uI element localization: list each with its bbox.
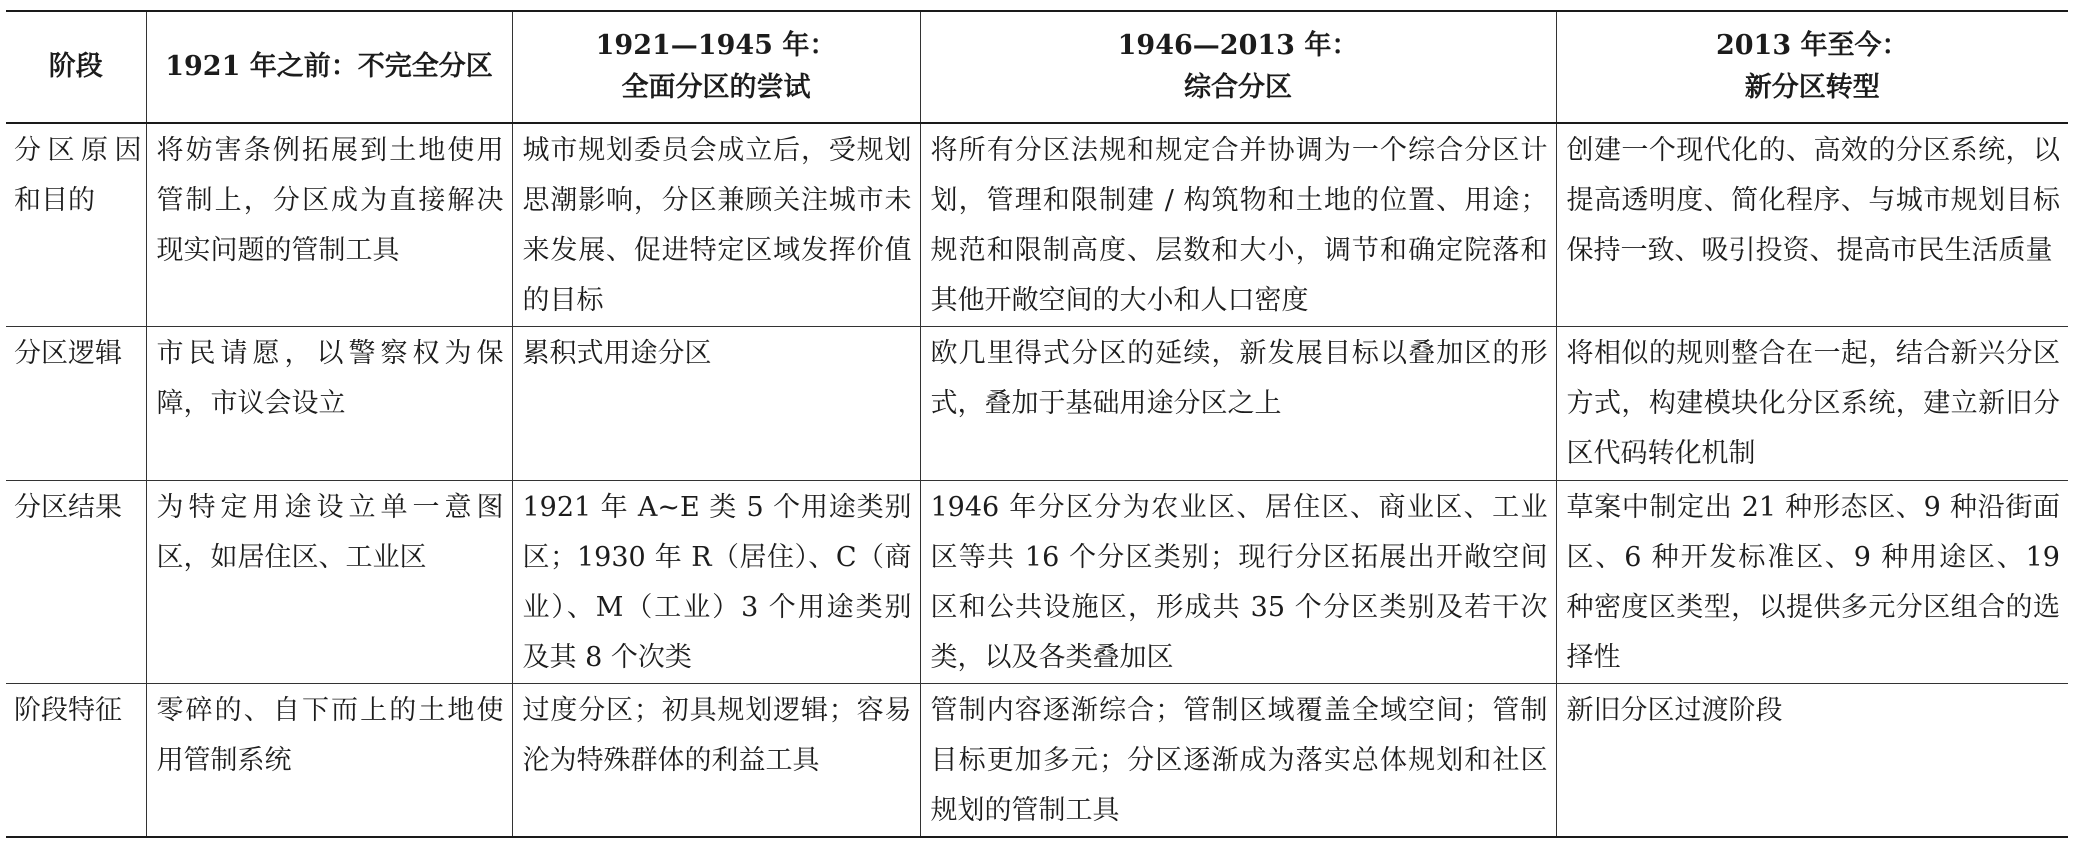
table-cell: 将所有分区法规和规定合并协调为一个综合分区计划，管理和限制建 / 构筑物和土地的位置、用途；规范和限制高度、层数和大小，调节和确定院落和其他开敞空间的大小和人口密度 [920,123,1556,327]
table-cell: 市民请愿，以警察权为保障，市议会设立 [146,327,512,481]
header-2013-present: 2013 年至今： 新分区转型 [1556,11,2068,123]
table-cell: 将相似的规则整合在一起，结合新兴分区方式，构建模块化分区系统，建立新旧分区代码转化机制 [1556,327,2068,481]
table-cell: 城市规划委员会成立后，受规划思潮影响，分区兼顾关注城市未来发展、促进特定区域发挥价值的目标 [512,123,920,327]
table-cell: 1921 年 A~E 类 5 个用途类别区；1930 年 R（居住）、C（商业）、M（工业）3 个用途类别及其 8 个次类 [512,481,920,684]
header-stage: 阶段 [6,11,146,123]
table-row [6,327,2068,481]
zoning-stages-table-frame [6,10,2068,838]
table-cell: 累积式用途分区 [512,327,920,481]
table-cell: 草案中制定出 21 种形态区、9 种沿街面区、6 种开发标准区、9 种用途区、19 种密度区类型，以提供多元分区组合的选择性 [1556,481,2068,684]
row-label: 分区结果 [6,481,146,684]
table-cell: 欧几里得式分区的延续，新发展目标以叠加区的形式，叠加于基础用途分区之上 [920,327,1556,481]
table-row [6,481,2068,684]
table-cell: 将妨害条例拓展到土地使用管制上，分区成为直接解决现实问题的管制工具 [146,123,512,327]
table-row [6,684,2068,838]
table-cell: 1946 年分区分为农业区、居住区、商业区、工业区等共 16 个分区类别；现行分区拓展出开敞空间区和公共设施区，形成共 35 个分区类别及若干次类，以及各类叠加区 [920,481,1556,684]
header-row [6,11,2068,123]
header-pre-1921: 1921 年之前：不完全分区 [146,11,512,123]
row-label: 阶段特征 [6,684,146,838]
table-cell: 为特定用途设立单一意图区，如居住区、工业区 [146,481,512,684]
header-1946-2013: 1946—2013 年： 综合分区 [920,11,1556,123]
table-cell: 零碎的、自下而上的土地使用管制系统 [146,684,512,838]
table-cell: 新旧分区过渡阶段 [1556,684,2068,838]
table-cell: 创建一个现代化的、高效的分区系统，以提高透明度、简化程序、与城市规划目标保持一致、吸引投资、提高市民生活质量 [1556,123,2068,327]
table-cell: 管制内容逐渐综合；管制区域覆盖全域空间；管制目标更加多元；分区逐渐成为落实总体规划和社区规划的管制工具 [920,684,1556,838]
row-label: 分区原因和目的 [6,123,146,327]
table-cell: 过度分区；初具规划逻辑；容易沦为特殊群体的利益工具 [512,684,920,838]
row-label: 分区逻辑 [6,327,146,481]
table-row [6,123,2068,327]
zoning-stages-table [6,10,2068,838]
header-1921-1945: 1921—1945 年： 全面分区的尝试 [512,11,920,123]
